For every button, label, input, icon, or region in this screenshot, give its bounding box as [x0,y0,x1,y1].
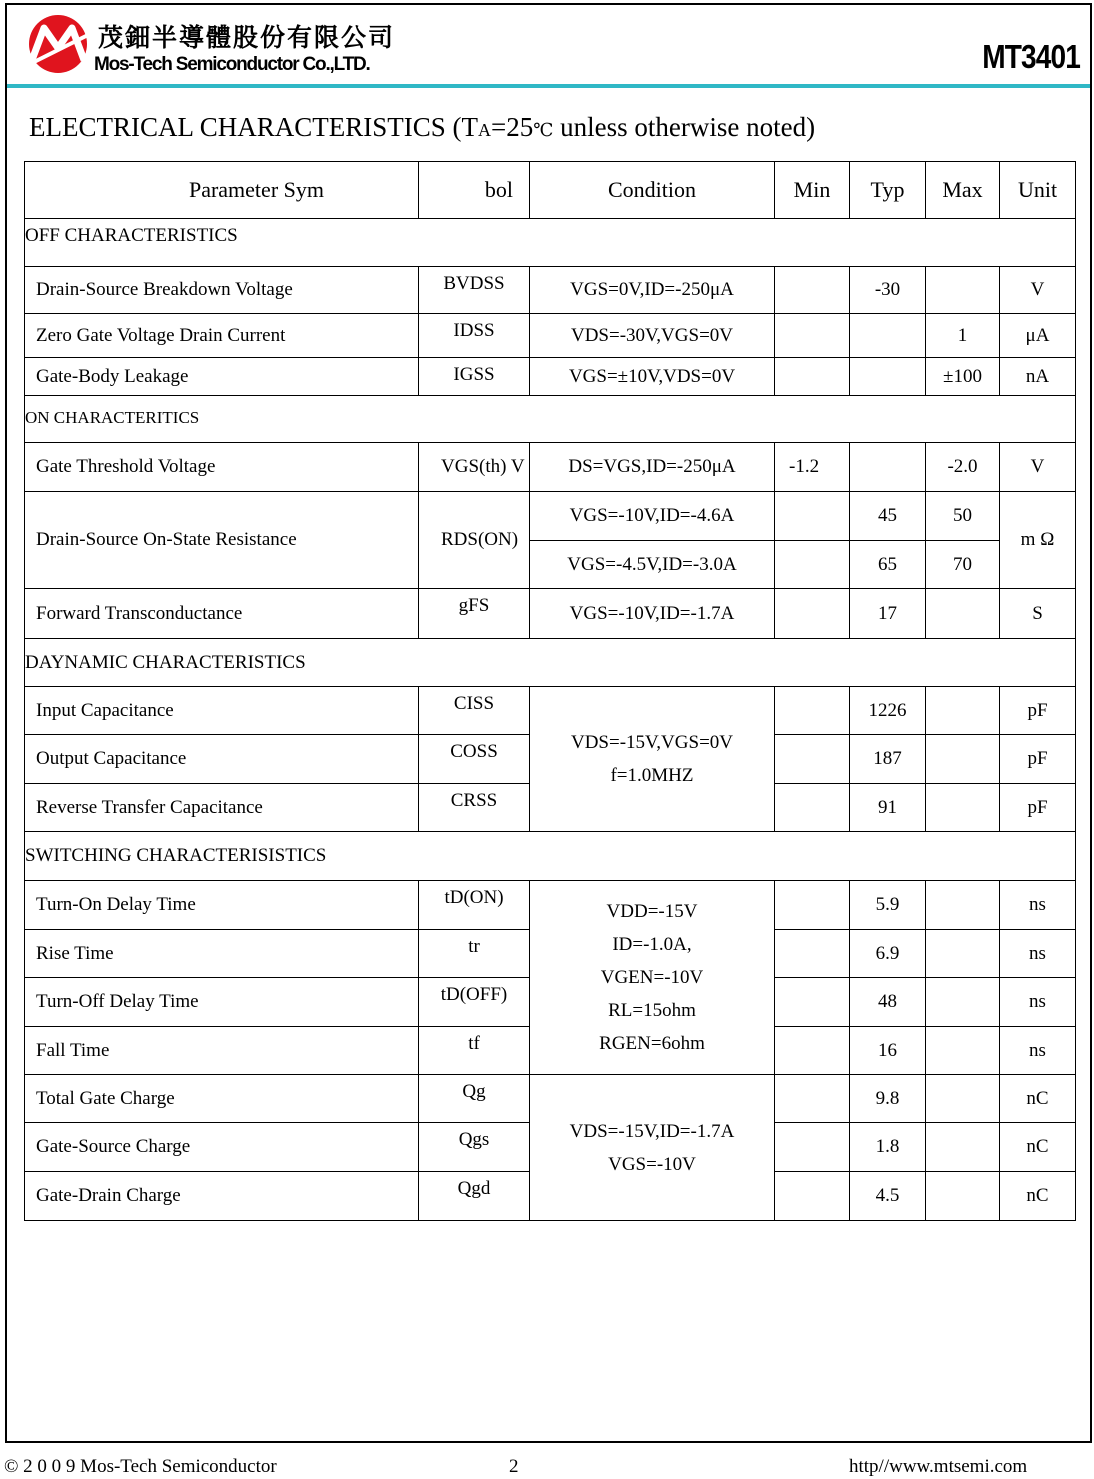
param-min [775,589,850,639]
param-condition: VGS=-10V,ID=-4.6A [530,492,775,541]
param-unit: nA [1000,358,1076,396]
table-row [25,443,1076,492]
param-condition: VGS=-4.5V,ID=-3.0A [530,541,775,589]
param-unit: V [1000,443,1076,492]
param-condition: VDS=-30V,VGS=0V [530,314,775,358]
section-row [25,639,1076,687]
param-condition: VDS=-15V,ID=-1.7A VGS=-10V [530,1075,775,1221]
param-name: Zero Gate Voltage Drain Current [25,314,419,358]
param-max: 1 [926,314,1000,358]
param-min [775,1075,850,1123]
param-min [775,1172,850,1221]
header-parameter: Parameter Sym [25,162,419,219]
footer-page-number: 2 [509,1456,519,1477]
param-symbol: tD(ON) [419,881,530,930]
param-min [775,784,850,832]
section-dynamic: DAYNAMIC CHARACTERISTICS [25,639,1076,687]
param-name: Drain-Source On-State Resistance [25,492,419,589]
section-row [25,396,1076,443]
param-typ [850,314,926,358]
section-off: OFF CHARACTERISTICS [25,219,1076,267]
param-symbol: Qgd [419,1172,530,1221]
param-typ: 16 [850,1027,926,1075]
param-max [926,930,1000,978]
param-condition: VGS=0V,ID=-250μA [530,267,775,314]
param-symbol: CRSS [419,784,530,832]
param-typ: -30 [850,267,926,314]
param-name: Output Capacitance [25,735,419,784]
param-typ [850,443,926,492]
param-min [775,978,850,1027]
param-symbol: gFS [419,589,530,639]
param-min [775,1027,850,1075]
param-min [775,314,850,358]
footer-copyright: © 2 0 0 9 Mos-Tech Semiconductor [4,1456,277,1477]
param-unit: nC [1000,1123,1076,1172]
footer-url[interactable]: http//www.mtsemi.com [849,1456,1028,1477]
param-name: Gate-Source Charge [25,1123,419,1172]
param-typ: 65 [850,541,926,589]
param-typ: 5.9 [850,881,926,930]
param-typ: 48 [850,978,926,1027]
header-max: Max [926,162,1000,219]
param-max [926,1027,1000,1075]
param-typ: 4.5 [850,1172,926,1221]
param-max: 70 [926,541,1000,589]
table-row [25,358,1076,396]
param-condition: VGS=-10V,ID=-1.7A [530,589,775,639]
param-min [775,267,850,314]
param-typ: 6.9 [850,930,926,978]
header-symbol: bol [419,162,530,219]
param-unit: pF [1000,735,1076,784]
param-min [775,687,850,735]
param-unit: S [1000,589,1076,639]
header-unit: Unit [1000,162,1076,219]
param-unit: pF [1000,687,1076,735]
param-unit: m Ω [1000,492,1076,589]
table-row [25,1075,1076,1123]
table-row [25,589,1076,639]
param-max [926,687,1000,735]
param-max [926,1172,1000,1221]
param-name: Forward Transconductance [25,589,419,639]
param-condition: VDS=-15V,VGS=0V f=1.0MHZ [530,687,775,832]
param-symbol: IGSS [419,358,530,396]
param-name: Gate Threshold Voltage [25,443,419,492]
param-typ: 187 [850,735,926,784]
param-unit: ns [1000,930,1076,978]
param-unit: nC [1000,1075,1076,1123]
table-row [25,492,1076,541]
param-symbol: tf [419,1027,530,1075]
company-name-chinese: 茂鈿半導體股份有限公司 [98,23,396,52]
section-row [25,219,1076,267]
param-unit: nC [1000,1172,1076,1221]
param-name: Turn-Off Delay Time [25,978,419,1027]
param-typ: 1.8 [850,1123,926,1172]
section-on: ON CHARACTERITICS [25,396,1076,443]
param-typ: 91 [850,784,926,832]
company-logo [24,14,92,74]
section-title: ELECTRICAL CHARACTERISTICS (TA=25℃ unless otherwise noted) [29,112,816,142]
param-max: 50 [926,492,1000,541]
param-max [926,1123,1000,1172]
param-max [926,589,1000,639]
param-symbol: CISS [419,687,530,735]
param-min [775,735,850,784]
param-symbol: RDS(ON) [419,492,530,589]
param-symbol: tr [419,930,530,978]
param-symbol: VGS(th) V [419,443,530,492]
param-unit: μA [1000,314,1076,358]
param-unit: ns [1000,881,1076,930]
section-switching: SWITCHING CHARACTERISISTICS [25,832,1076,881]
param-min [775,492,850,541]
param-symbol: Qg [419,1075,530,1123]
param-condition: DS=VGS,ID=-250μA [530,443,775,492]
param-min: -1.2 [775,443,850,492]
header-min: Min [775,162,850,219]
param-name: Turn-On Delay Time [25,881,419,930]
param-max [926,881,1000,930]
param-name: Drain-Source Breakdown Voltage [25,267,419,314]
param-min [775,930,850,978]
param-max [926,1075,1000,1123]
table-header [25,162,1076,219]
table-row [25,267,1076,314]
param-symbol: Qgs [419,1123,530,1172]
param-typ: 1226 [850,687,926,735]
param-symbol: IDSS [419,314,530,358]
electrical-characteristics-table [24,161,1076,1221]
param-condition: VGS=±10V,VDS=0V [530,358,775,396]
param-name: Fall Time [25,1027,419,1075]
param-min [775,541,850,589]
header-divider [7,84,1090,88]
param-min [775,1123,850,1172]
param-max [926,784,1000,832]
param-name: Gate-Drain Charge [25,1172,419,1221]
header-condition: Condition [530,162,775,219]
param-max [926,978,1000,1027]
param-typ: 9.8 [850,1075,926,1123]
param-name: Total Gate Charge [25,1075,419,1123]
part-number: MT3401 [982,38,1080,75]
param-max [926,267,1000,314]
param-symbol: BVDSS [419,267,530,314]
section-row [25,832,1076,881]
param-name: Input Capacitance [25,687,419,735]
company-name-english: Mos-Tech Semiconductor Co.,LTD. [94,54,370,75]
param-unit: V [1000,267,1076,314]
param-condition: VDD=-15V ID=-1.0A, VGEN=-10V RL=15ohm RGEN=6ohm [530,881,775,1075]
param-name: Rise Time [25,930,419,978]
param-symbol: COSS [419,735,530,784]
table-row [25,687,1076,735]
param-max [926,735,1000,784]
param-min [775,358,850,396]
param-unit: ns [1000,978,1076,1027]
header-typ: Typ [850,162,926,219]
param-max: -2.0 [926,443,1000,492]
param-name: Gate-Body Leakage [25,358,419,396]
param-typ: 45 [850,492,926,541]
param-unit: ns [1000,1027,1076,1075]
table-row [25,314,1076,358]
param-unit: pF [1000,784,1076,832]
param-symbol: tD(OFF) [419,978,530,1027]
param-min [775,881,850,930]
param-typ: 17 [850,589,926,639]
param-typ [850,358,926,396]
param-max: ±100 [926,358,1000,396]
table-row [25,881,1076,930]
param-name: Reverse Transfer Capacitance [25,784,419,832]
